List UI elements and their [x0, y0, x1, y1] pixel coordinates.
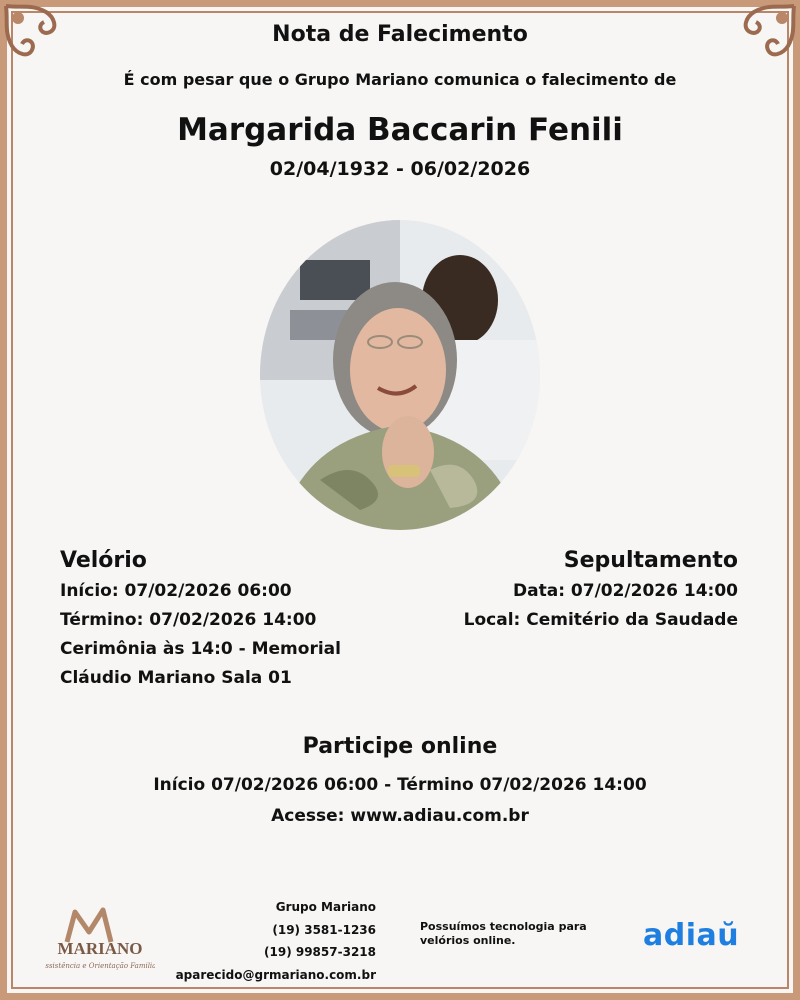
notice-intro: É com pesar que o Grupo Mariano comunica o falecimento de	[123, 70, 677, 89]
tech-note: Possuímos tecnologia para velórios online.	[420, 920, 587, 947]
wake-line: Cláudio Mariano Sala 01	[60, 668, 292, 688]
wake-section	[60, 546, 380, 693]
adiau-logo: adiaŭ	[643, 918, 740, 953]
portrait-photo	[260, 220, 540, 530]
burial-heading: Sepultamento	[563, 548, 738, 573]
contact-phone[interactable]: (19) 3581-1236	[272, 922, 376, 937]
online-heading: Participe online	[302, 734, 498, 759]
deceased-name: Margarida Baccarin Fenili	[177, 112, 623, 148]
contact-info	[116, 896, 376, 986]
online-access-link[interactable]: Acesse: www.adiau.com.br	[271, 806, 529, 826]
contact-company: Grupo Mariano	[275, 900, 376, 914]
logo-tagline: Assistência e Orientação Familiar	[45, 962, 155, 970]
wake-heading: Velório	[60, 548, 147, 573]
notice-title: Nota de Falecimento	[272, 22, 528, 47]
logo-wordmark: MARIANO	[57, 939, 143, 958]
wake-line: Cerimônia às 14:0 - Memorial	[60, 639, 341, 659]
wake-line: Término: 07/02/2026 14:00	[60, 610, 317, 630]
contact-mobile[interactable]: (19) 99857-3218	[264, 945, 376, 959]
wake-line: Início: 07/02/2026 06:00	[60, 581, 292, 601]
contact-email[interactable]: aparecido@grmariano.com.br	[175, 967, 376, 982]
burial-section	[418, 546, 738, 635]
burial-line: Local: Cemitério da Saudade	[463, 610, 738, 630]
life-dates: 02/04/1932 - 06/02/2026	[269, 158, 531, 180]
burial-line: Data: 07/02/2026 14:00	[513, 581, 738, 601]
online-times: Início 07/02/2026 06:00 - Término 07/02/2026 14:00	[153, 775, 647, 795]
